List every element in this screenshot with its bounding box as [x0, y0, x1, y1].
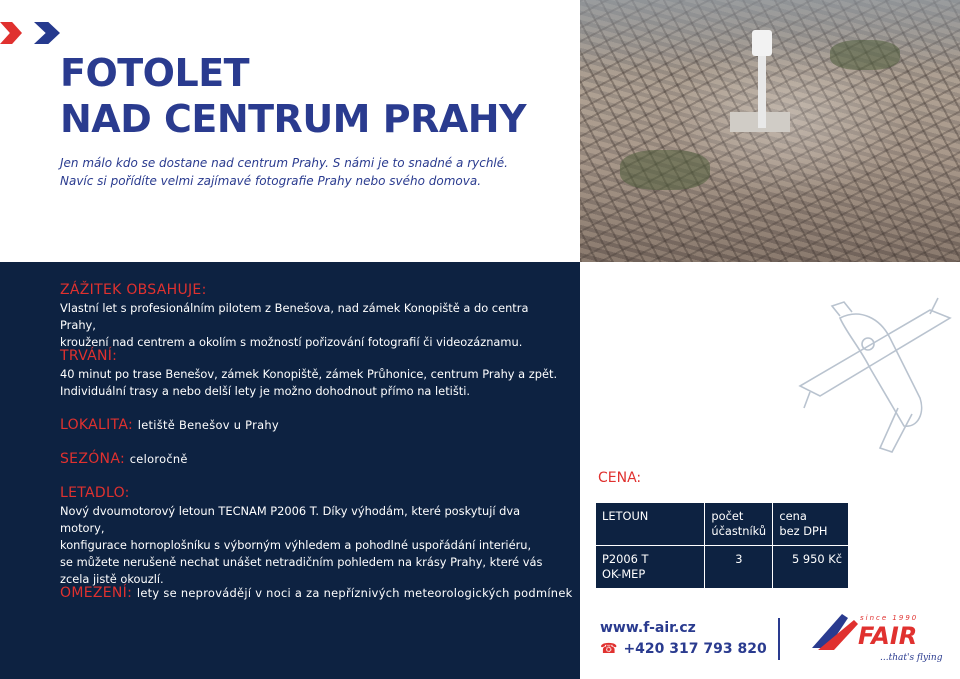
lokalita-value: letiště Benešov u Prahy: [137, 418, 279, 432]
aerial-photo-prague: [580, 0, 960, 262]
intro-line-1: Jen málo kdo se dostane nad centrum Prahy. S námi je to snadné a rychlé.: [60, 156, 508, 170]
logo-since: since 1990: [860, 614, 919, 622]
header-letoun: LETOUN: [596, 503, 705, 546]
letadlo-line-4: zcela jistě okouzlí.: [60, 572, 164, 586]
fair-logo: [808, 608, 948, 664]
section-heading-trvani: TRVÁNÍ:: [60, 348, 118, 364]
section-heading-lokalita: LOKALITA:: [60, 417, 133, 433]
cell-letoun: [596, 546, 705, 589]
header-cena-line-2: bez DPH: [779, 524, 828, 538]
trvani-line-1: 40 minut po trase Benešov, zámek Konopiště, zámek Průhonice, centrum Prahy a zpět.: [60, 367, 558, 381]
price-heading: CENA:: [598, 470, 642, 486]
cell-letoun-line-1: P2006 T: [602, 552, 649, 566]
letadlo-line-2: konfigurace hornoplošníku s výborným výhledem a pohodlné uspořádání interiéru,: [60, 538, 532, 552]
intro-text: [60, 154, 570, 190]
sezona-value: celoročně: [129, 452, 188, 466]
section-sezona: [60, 451, 188, 467]
section-text-trvani: [60, 366, 560, 400]
cell-pocet: 3: [705, 546, 773, 589]
header-pocet-line-1: počet: [711, 509, 744, 523]
header-cena-line-1: cena: [779, 509, 807, 523]
cell-letoun-line-2: OK-MEP: [602, 567, 646, 581]
phone-number: +420 317 793 820: [623, 641, 767, 657]
chevron-right-icon: [34, 22, 60, 44]
photo-park: [620, 150, 710, 190]
table-row: [596, 546, 849, 589]
title-line-2: NAD CENTRUM PRAHY: [60, 97, 527, 141]
section-omezeni: [60, 585, 573, 601]
photo-park: [830, 40, 900, 70]
section-heading-obsahuje: ZÁŽITEK OBSAHUJE:: [60, 282, 207, 298]
letadlo-line-3: se můžete nerušeně nechat unášet netradičním pohledem na krásy Prahy, které vás: [60, 555, 543, 569]
price-table-header: [596, 503, 849, 546]
phone-contact[interactable]: [600, 641, 767, 657]
section-text-obsahuje: [60, 300, 560, 351]
photo-tower-top: [752, 30, 772, 56]
intro-line-2: Navíc si pořídíte velmi zajímavé fotografie Prahy nebo svého domova.: [60, 174, 482, 188]
info-panel: [0, 262, 580, 679]
omezeni-value: lety se neprovádějí v noci a za nepříznivých meteorologických podmínek: [136, 586, 573, 600]
obsahuje-line-2: kroužení nad centrem a okolím s možností pořizování fotografií či videozáznamu.: [60, 335, 523, 349]
price-table: [595, 502, 849, 589]
section-heading-omezeni: OMEZENÍ:: [60, 585, 133, 601]
header-pocet: [705, 503, 773, 546]
section-lokalita: [60, 417, 279, 433]
airplane-sketch-icon: [780, 288, 960, 458]
section-text-letadlo: [60, 503, 560, 588]
telephone-icon: ☎: [600, 641, 618, 657]
section-heading-sezona: SEZÓNA:: [60, 451, 125, 467]
letadlo-line-1: Nový dvoumotorový letoun TECNAM P2006 T. Díky výhodám, které poskytují dva motory,: [60, 504, 521, 535]
header-cena: [773, 503, 849, 546]
title-line-1: FOTOLET: [60, 51, 250, 95]
photo-tv-tower: [758, 48, 766, 128]
cell-cena: 5 950 Kč: [773, 546, 849, 589]
header-pocet-line-2: účastníků: [711, 524, 767, 538]
obsahuje-line-1: Vlastní let s profesionálním pilotem z Benešova, nad zámek Konopiště a do centra Prahy,: [60, 301, 529, 332]
chevron-right-icon: [0, 22, 22, 44]
contact-divider: [778, 618, 780, 660]
website-link[interactable]: www.f-air.cz: [600, 620, 696, 636]
section-heading-letadlo: LETADLO:: [60, 485, 130, 501]
logo-tagline: ...that's flying: [880, 653, 943, 663]
logo-name: FAIR: [858, 622, 918, 650]
trvani-line-2: Individuální trasy a nebo delší lety je možno dohodnout přímo na letišti.: [60, 384, 471, 398]
page-title: [60, 50, 526, 142]
